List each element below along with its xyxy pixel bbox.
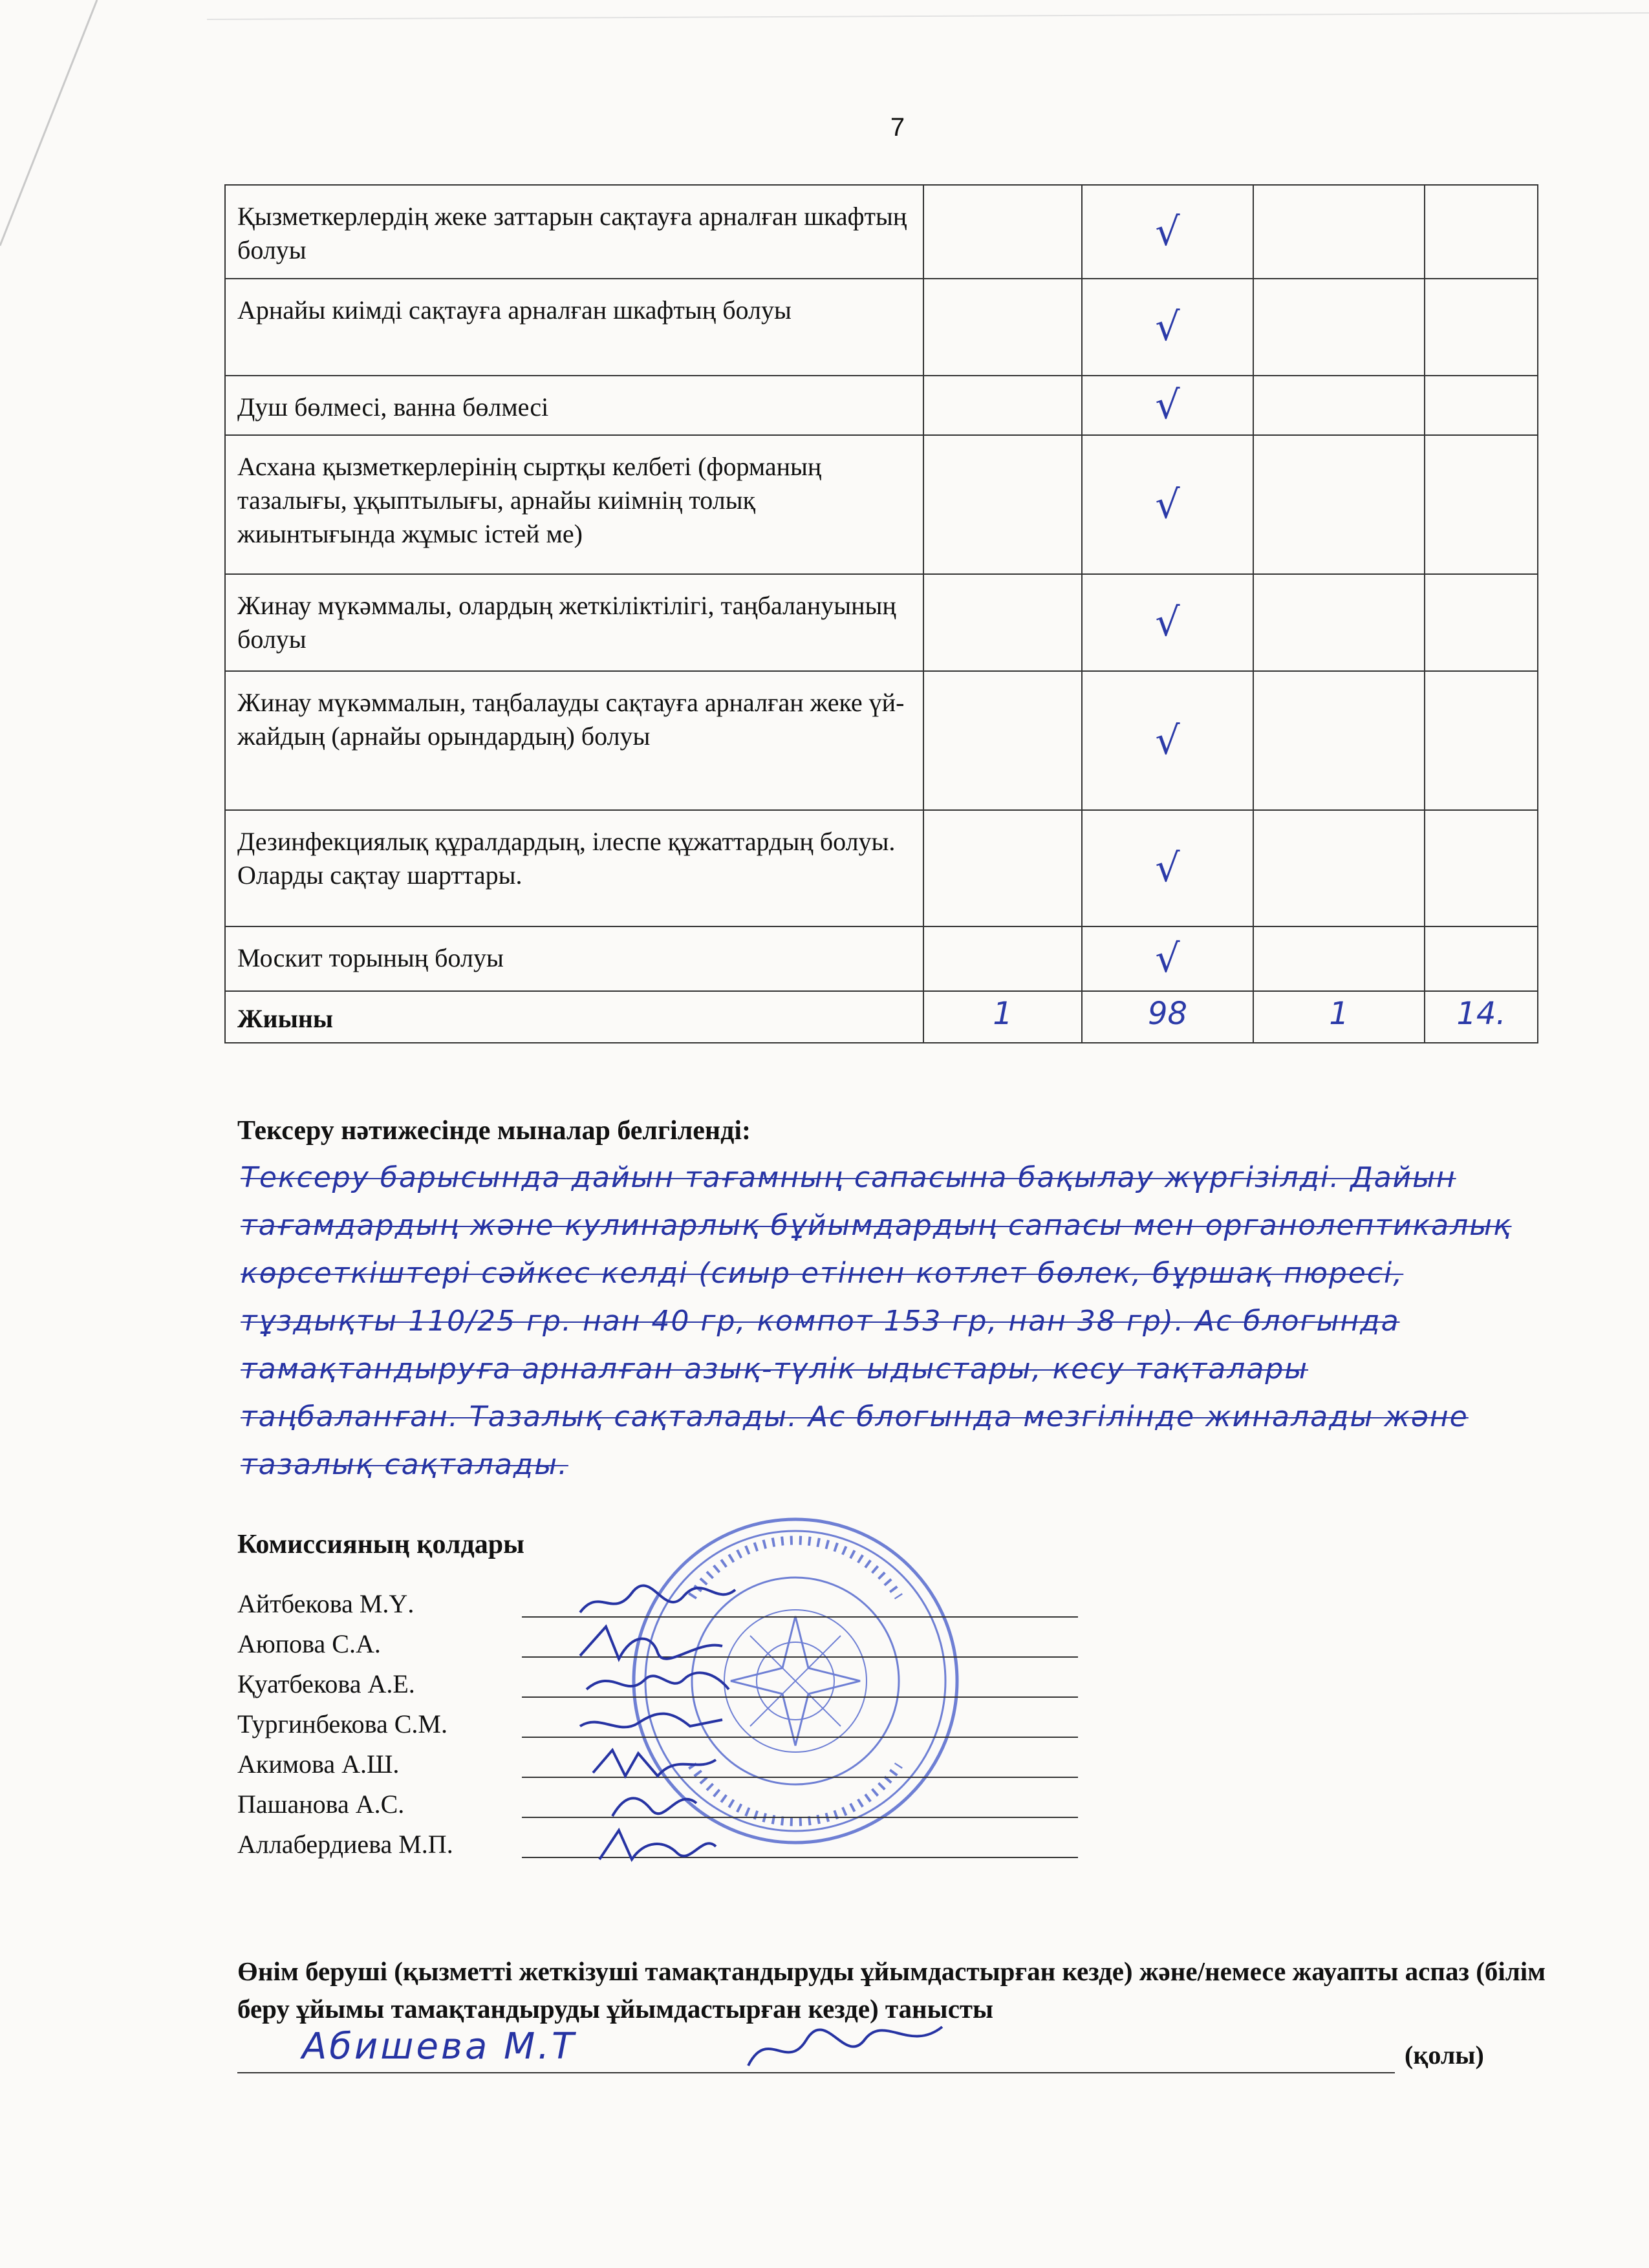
signature-image xyxy=(574,1821,742,1866)
criterion-text: Асхана қызметкерлерінің сыртқы келбеті (форманың тазалығы, ұқыптылығы, арнайы киімнің толық жиынтығында жұмыс істей ме) xyxy=(225,435,923,574)
member-name: Аллабердиева М.П. xyxy=(237,1830,453,1859)
findings-label: Тексеру нәтижесінде мыналар белгіленді: xyxy=(237,1116,751,1146)
criterion-text: Жинау мүкәммалын, таңбалауды сақтауға арналған жеке үй-жайдың (арнайы орындардың) болуы xyxy=(225,671,923,810)
signature-image xyxy=(574,1700,742,1746)
signature-image xyxy=(574,1620,742,1665)
checkmark-icon: √ xyxy=(1082,574,1253,671)
criterion-text: Душ бөлмесі, ванна бөлмесі xyxy=(225,376,923,435)
member-name: Айтбекова М.Ү. xyxy=(237,1589,415,1618)
signature-image xyxy=(742,2020,949,2079)
member-name: Тургинбекова С.М. xyxy=(237,1709,447,1738)
table-row xyxy=(225,376,1538,435)
checklist-table xyxy=(224,184,1538,1043)
table-row xyxy=(225,810,1538,926)
criterion-text: Москит торының болуы xyxy=(225,926,923,991)
page-number: 7 xyxy=(890,113,905,142)
criterion-text: Арнайы киімді сақтауға арналған шкафтың болуы xyxy=(225,279,923,376)
checkmark-icon: √ xyxy=(1082,810,1253,926)
table-row xyxy=(225,435,1538,574)
total-col2: 98 xyxy=(1082,991,1253,1043)
signature-image xyxy=(574,1660,742,1706)
total-label: Жиыны xyxy=(225,991,923,1043)
total-col4: 14. xyxy=(1425,991,1538,1043)
criterion-text: Жинау мүкәммалы, олардың жеткіліктілігі, таңбалануының болуы xyxy=(225,574,923,671)
total-col3: 1 xyxy=(1253,991,1425,1043)
member-name: Акимова А.Ш. xyxy=(237,1749,400,1779)
checkmark-icon: √ xyxy=(1082,185,1253,279)
signature-image xyxy=(574,1580,742,1625)
acknowledgement-signature-line xyxy=(237,2026,1395,2073)
signature-label: (қолы) xyxy=(1405,2040,1484,2070)
table-row xyxy=(225,185,1538,279)
table-row xyxy=(225,671,1538,810)
acknowledgement-text: Өнім беруші (қызметті жеткізуші тамақтандыруды ұйымдастырған кезде) және/немесе жауапты аспаз (білім беру ұйымы тамақтандыруды ұйымдастырған кезде) танысты xyxy=(237,1956,1546,2024)
checkmark-icon: √ xyxy=(1082,435,1253,574)
member-name: Аюпова С.А. xyxy=(237,1629,381,1658)
signature-image xyxy=(574,1781,742,1826)
total-row xyxy=(225,991,1538,1043)
criterion-text: Дезинфекциялық құралдардың, ілеспе құжаттардың болуы. Оларды сақтау шарттары. xyxy=(225,810,923,926)
checkmark-icon: √ xyxy=(1082,376,1253,435)
total-col1: 1 xyxy=(923,991,1082,1043)
acknowledgement-handwritten-name: Абишева М.Т xyxy=(302,2026,577,2068)
criterion-text: Қызметкерлердің жеке заттарын сақтауға арналған шкафтың болуы xyxy=(225,185,923,279)
table-row xyxy=(225,926,1538,991)
commission-label: Комиссияның қолдары xyxy=(237,1530,524,1559)
signature-image xyxy=(574,1740,742,1786)
checkmark-icon: √ xyxy=(1082,279,1253,376)
member-name: Пашанова А.С. xyxy=(237,1790,405,1819)
member-name: Қуатбекова А.Е. xyxy=(237,1669,415,1698)
table-row xyxy=(225,574,1538,671)
checkmark-icon: √ xyxy=(1082,671,1253,810)
checkmark-icon: √ xyxy=(1082,926,1253,991)
table-row xyxy=(225,279,1538,376)
findings-handwritten-text: Тексеру барысында дайын тағамның сапасына бақылау жүргізілді. Дайын тағамдардың және кулинарлық бұйымдардың сапасы мен органолептикалық көрсеткіштері сәйкес келді (сиыр етінен котлет бөлек, бұршақ пюресі, тұздықты 110/25 гр. нан 40 гр, компот 153 гр, нан 38 гр). Ас блогында тамақтандыруға арналған азық-түлік ыдыстары, кесу тақталары таңбаланған. Тазалық сақталады. Ас блогында мезгілінде жиналады және тазалық сақталады. xyxy=(241,1161,1512,1481)
